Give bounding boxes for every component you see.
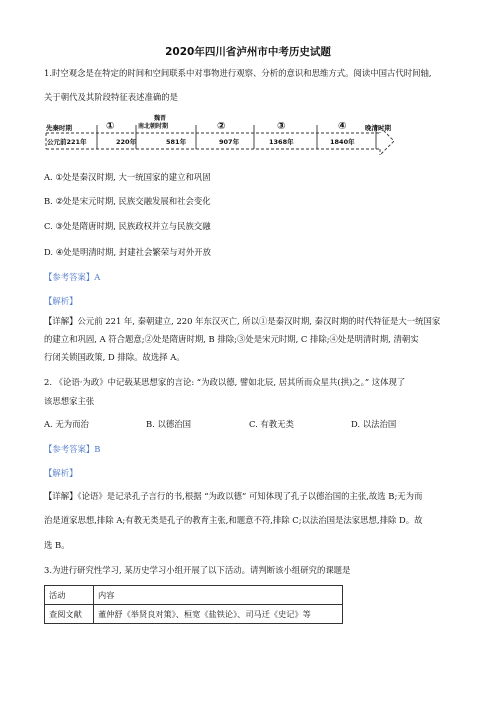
period-label: 晚清时期 [365,124,391,132]
q1-option-c: C. ③处是隋唐时期, 民族政权并立与民族交融 [44,221,211,231]
date-label: 220年 [116,138,137,146]
q2-detail-line1: 【详解】《论语》是记录孔子言行的书,根据 “为政以德” 可知体现了孔子以德治国的主张,故选 B;无为而 [44,491,423,501]
date-label: 1840年 [330,138,355,146]
q3-stem: 3.为进行研究性学习, 某历史学习小组开展了以下活动。请判断该小组研究的课题是 [44,565,351,575]
q2-analysis-label: 【解析】 [44,468,78,478]
q1-stem-line2: 关于朝代及其阶段特征表述准确的是 [44,92,178,102]
date-label: 1368年 [269,138,294,146]
period-label: ② [217,121,226,132]
q1-option-d: D. ④处是明清时期, 封建社会繁荣与对外开放 [44,247,211,257]
q2-answer: 【参考答案】B [44,444,101,454]
activity-table [44,585,343,624]
q2-detail-line2: 治是道家思想,排除 A;有教无类是孔子的教育主张,和题意不符,排除 C;以法治国是法家思想,排除 D。故 [44,515,423,525]
date-label: 公元前221年 [47,138,87,146]
timeline-diagram [44,113,396,161]
q2-option-d: D. 以法治国 [351,419,397,429]
q2-stem-line2: 该思想家主张 [44,396,95,406]
table-row [45,605,343,624]
q2-detail-line3: 选 B。 [44,540,70,550]
period-label: ③ [277,121,286,132]
q2-stem-line1: 2. 《论语·为政》中记载某思想家的言论: “为政以德, 譬如北辰, 居其所而众星共(拱)之。” 这体现了 [44,377,406,387]
date-label: 907年 [219,138,240,146]
q1-stem-line1: 1.时空观念是在特定的时间和空间联系中对事物进行观察、分析的意识和思维方式。阅读中国古代时间轴, [44,68,432,78]
date-label: 581年 [166,138,187,146]
period-label: 先秦时期 [46,124,72,132]
q1-detail-line3: 行闭关锁国政策, D 排除。故选择 A。 [44,352,185,362]
table-cell: 董仲舒《举贤良对策》、桓宽《盐铁论》、司马迁《史记》等 [94,605,343,624]
period-label: 南北朝时期 [138,123,169,130]
q1-detail-line2: 的建立和巩固, A 符合题意;②处是隋唐时期, B 排除;③处是宋元时期, C 排除;④处是明清时期, 清朝实 [44,334,419,344]
q1-option-a: A. ①处是秦汉时期, 大一统国家的建立和巩固 [44,172,211,182]
period-label: ① [106,121,115,132]
page-title: 2020年四川省泸州市中考历史试题 [165,46,331,58]
table-cell: 查阅文献 [45,605,94,624]
q1-answer: 【参考答案】A [44,272,101,282]
table-header-cell: 内容 [94,586,343,605]
q1-detail-line1: 【详解】公元前 221 年, 秦朝建立, 220 年东汉灭亡, 所以①是秦汉时期, 秦汉时期的时代特征是大一统国家 [44,316,441,326]
q2-option-c: C. 有教无类 [249,419,294,429]
table-header-cell: 活动 [45,586,94,605]
q1-option-b: B. ②处是宋元时期, 民族交融发展和社会变化 [44,196,211,206]
q2-option-a: A. 无为而治 [44,419,89,429]
period-label: 魏晋 [154,115,167,122]
table-row [45,586,343,605]
q1-analysis-label: 【解析】 [44,296,78,306]
period-label: ④ [338,121,347,132]
q2-option-b: B. 以德治国 [146,419,191,429]
